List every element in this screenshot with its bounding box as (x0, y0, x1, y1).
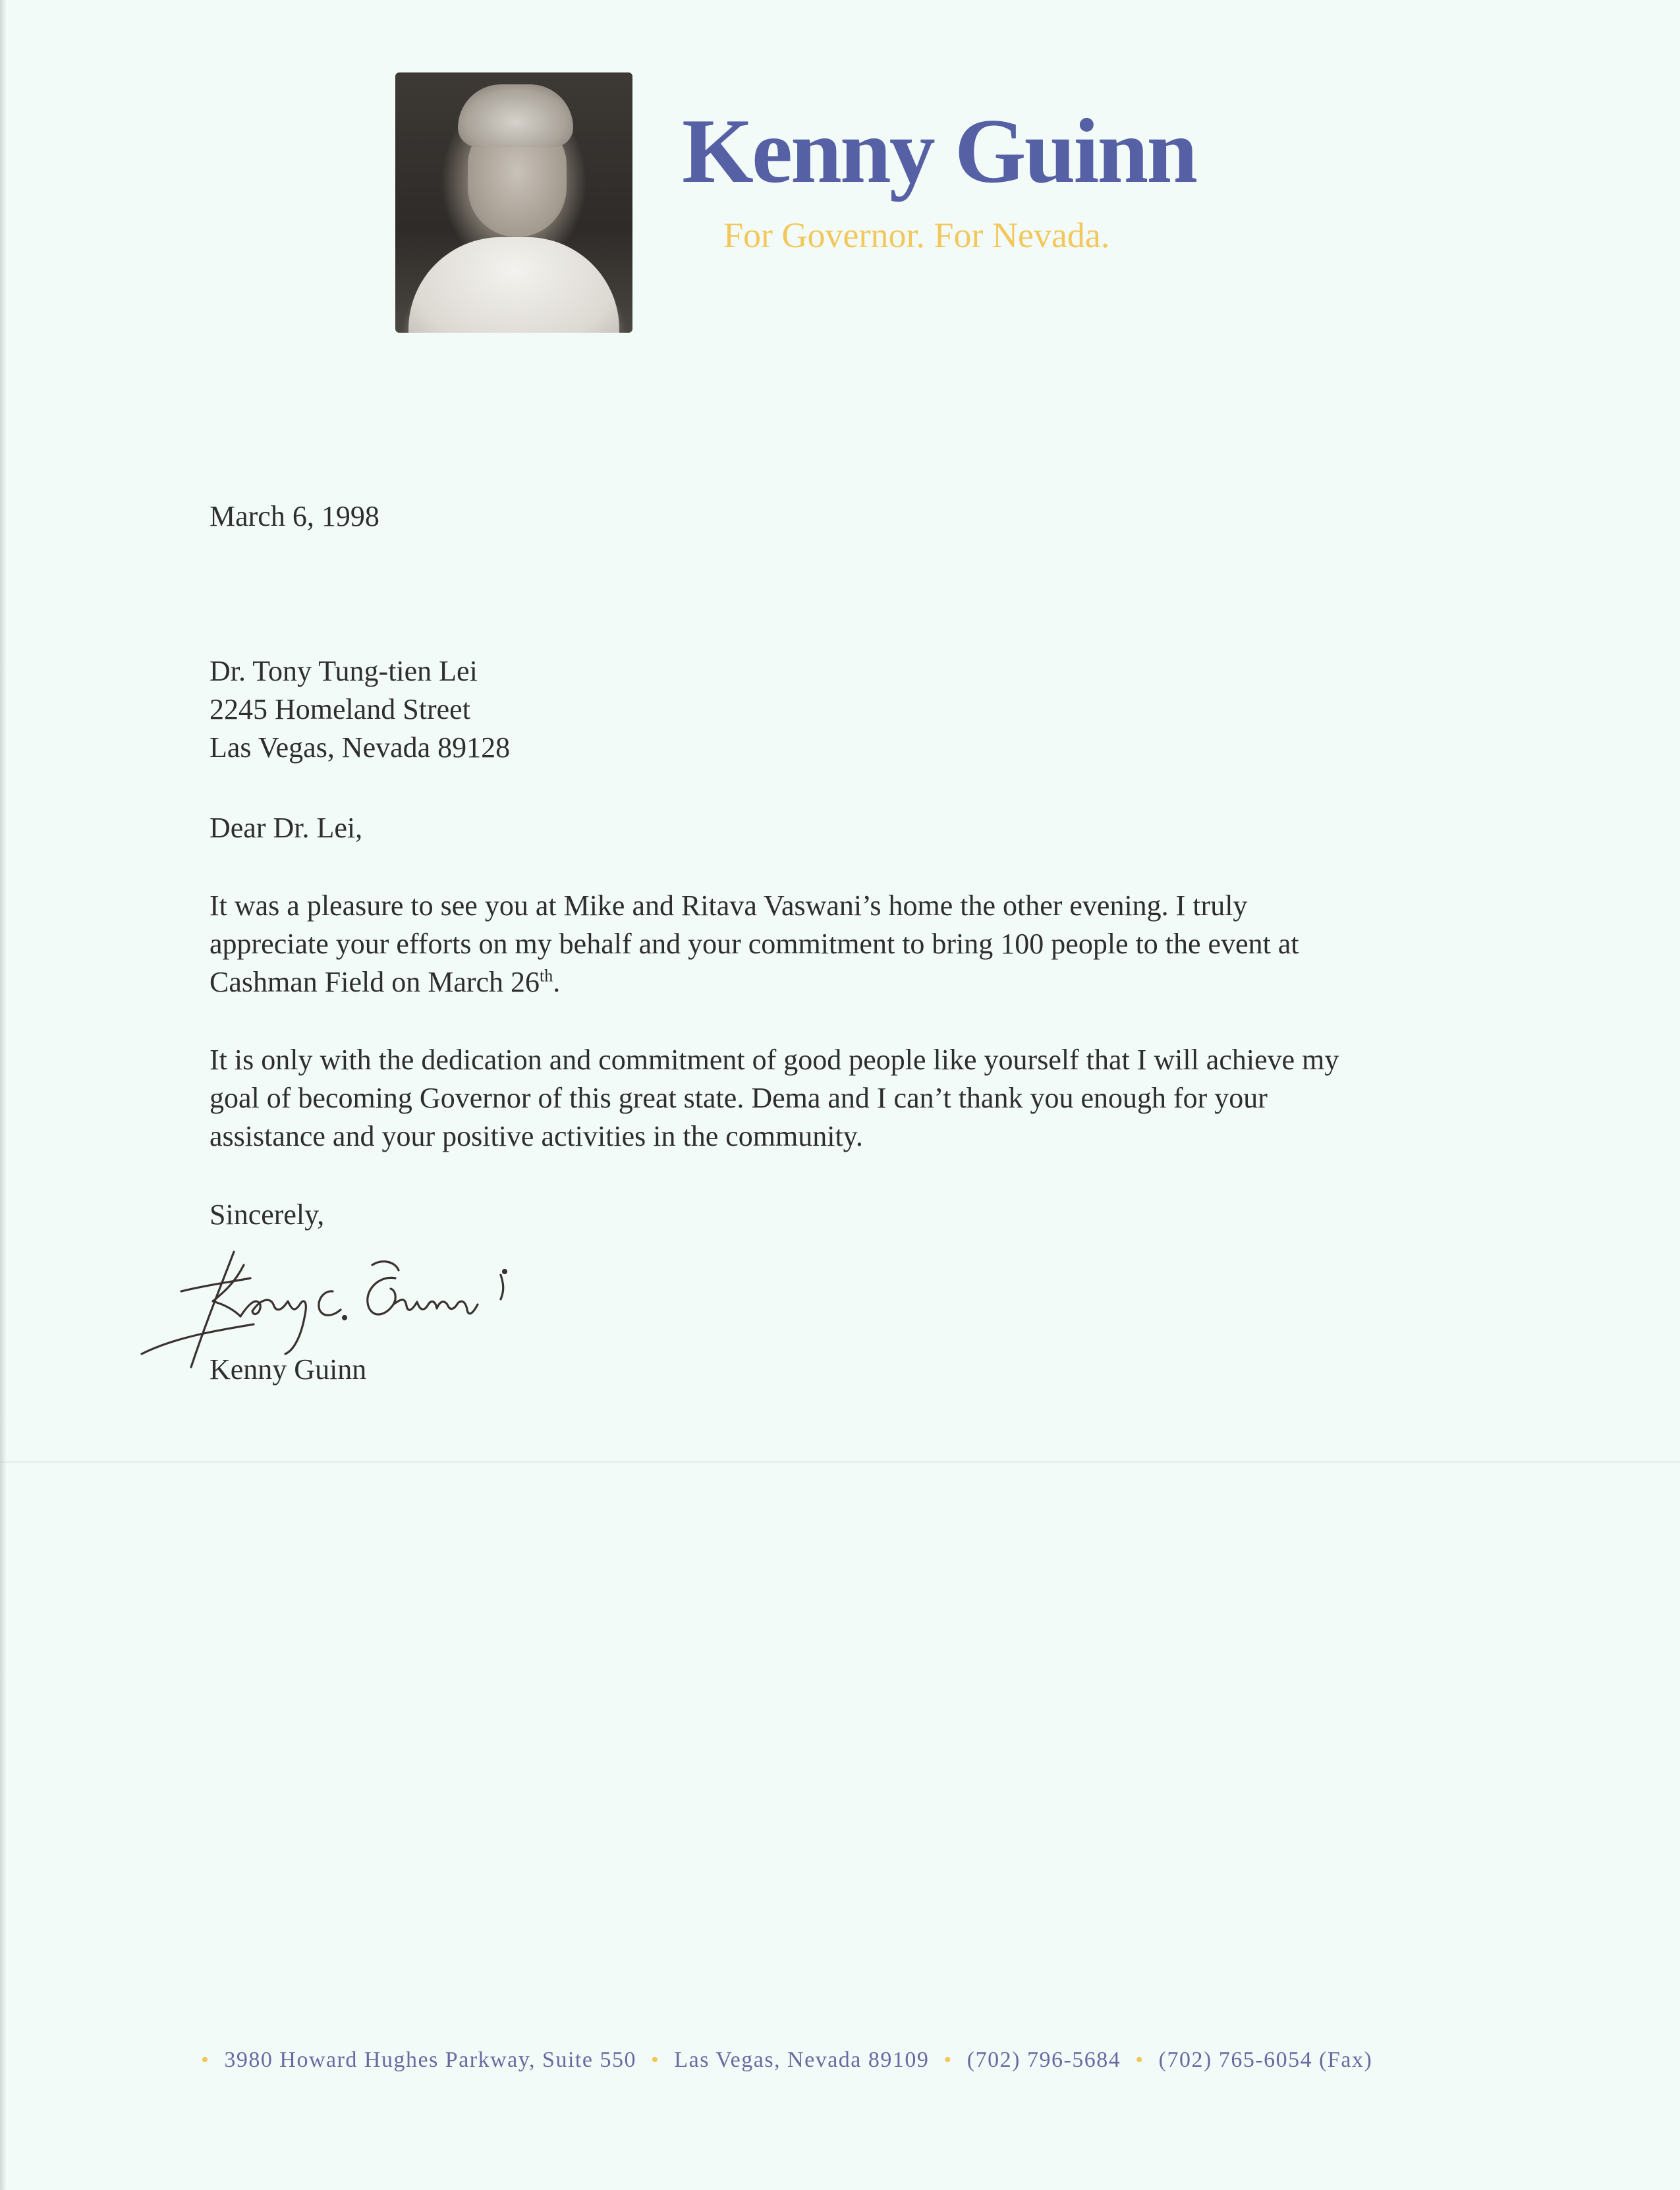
footer-city: Las Vegas, Nevada 89109 (674, 2048, 930, 2072)
page-edge (0, 0, 7, 2190)
bullet-icon: • (1135, 2048, 1144, 2072)
letterhead-tagline: For Governor. For Nevada. (723, 215, 1110, 255)
paragraph-2 (210, 1041, 1494, 1156)
paragraph-1-line-3 (210, 963, 1494, 1001)
paragraph-2-line-2: goal of becoming Governor of this great state. Dema and I can’t thank you enough for your (210, 1082, 1268, 1114)
ordinal-suffix: th (540, 966, 553, 986)
candidate-photo (395, 72, 632, 333)
paragraph-1-line-1: It was a pleasure to see you at Mike and Ritava Vaswani’s home the other evening. I truly (210, 889, 1248, 922)
fold-line (0, 1461, 1680, 1463)
paragraph-1-line-2: appreciate your efforts on my behalf and your commitment to bring 100 people to the event at (210, 928, 1299, 960)
bullet-icon: • (201, 2048, 210, 2072)
footer-fax: (702) 765-6054 (Fax) (1158, 2048, 1373, 2072)
bullet-icon: • (650, 2048, 660, 2072)
paragraph-1 (210, 887, 1494, 1001)
letterhead-footer (201, 2048, 1372, 2073)
footer-phone: (702) 796-5684 (966, 2048, 1121, 2072)
paragraph-1-line-3-text: Cashman Field on March 26 (210, 966, 540, 998)
footer-address: 3980 Howard Hughes Parkway, Suite 550 (224, 2048, 636, 2072)
recipient-street: 2245 Homeland Street (210, 693, 470, 725)
paragraph-2-line-3: assistance and your positive activities in the community. (210, 1120, 863, 1152)
paragraph-1-line-3-end: . (553, 966, 561, 998)
recipient-city: Las Vegas, Nevada 89128 (210, 731, 511, 764)
recipient-name: Dr. Tony Tung-tien Lei (210, 655, 478, 687)
photo-shirt (408, 237, 619, 333)
letter-date: March 6, 1998 (210, 500, 379, 532)
letterhead-name: Kenny Guinn (682, 100, 1196, 202)
photo-hair (458, 84, 573, 147)
salutation: Dear Dr. Lei, (210, 812, 363, 844)
signer-name: Kenny Guinn (210, 1353, 367, 1386)
paragraph-2-line-1: It is only with the dedication and commitment of good people like yourself that I will achieve my (210, 1044, 1339, 1076)
closing: Sincerely, (210, 1198, 325, 1231)
bullet-icon: • (943, 2048, 953, 2072)
